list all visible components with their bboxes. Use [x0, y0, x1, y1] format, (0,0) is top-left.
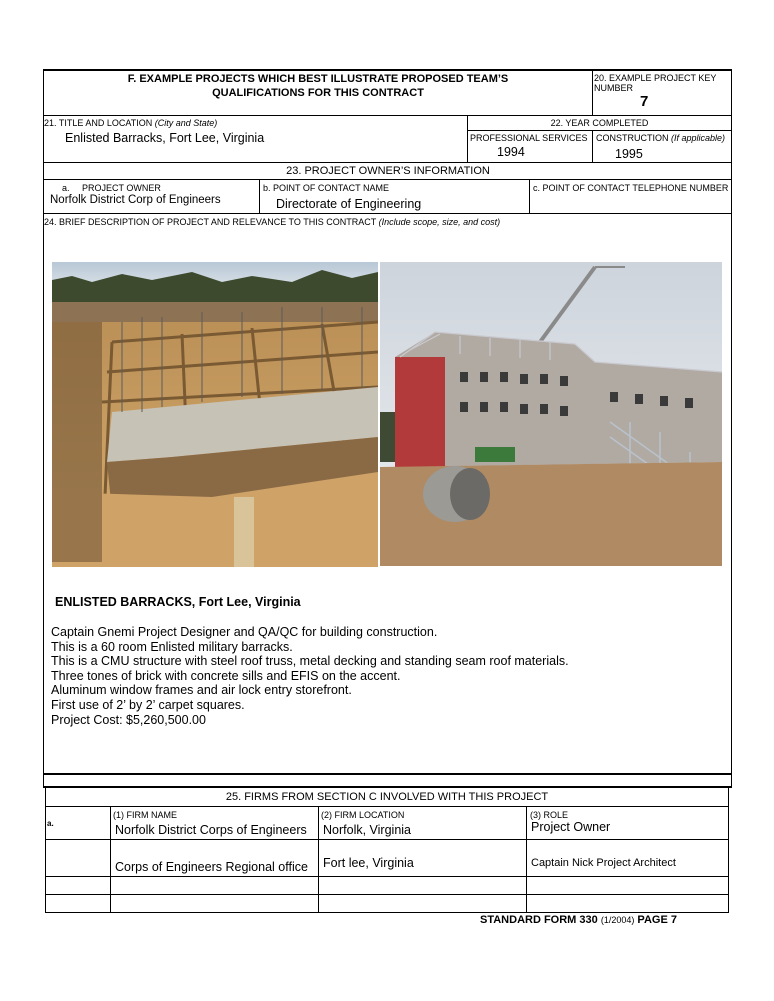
- project-key-number: 7: [640, 93, 649, 110]
- construction-label: CONSTRUCTION (If applicable): [596, 133, 726, 143]
- barracks-building-photo: [380, 262, 722, 566]
- s25-row-b-bottom: [45, 876, 729, 877]
- s23-divider2: [529, 179, 530, 214]
- construction-year: 1995: [615, 147, 643, 161]
- frame-top: [43, 69, 732, 71]
- s23-divider1: [259, 179, 260, 214]
- form-title-line2: QUALIFICATIONS FOR THIS CONTRACT: [212, 87, 424, 99]
- title-location-value: Enlisted Barracks, Fort Lee, Virginia: [65, 131, 265, 145]
- description-line: Captain Gnemi Project Designer and QA/QC for building construction.: [51, 625, 438, 639]
- project-description: [51, 625, 721, 727]
- professional-services-label: PROFESSIONAL SERVICES: [470, 133, 588, 143]
- s25-col-divider3: [526, 806, 527, 913]
- firm-name: Norfolk District Corps of Engineers: [115, 823, 307, 837]
- poc-name-value: Directorate of Engineering: [276, 197, 422, 211]
- s25-header-bottom: [45, 806, 729, 807]
- project-key-label: [594, 73, 731, 93]
- s25-row-c-bottom: [45, 894, 729, 895]
- header-divider: [592, 69, 593, 116]
- frame-bottom-line1: [43, 773, 732, 775]
- professional-services-year: 1994: [497, 145, 525, 159]
- header-bottom: [43, 115, 732, 116]
- firm-name: Corps of Engineers Regional office: [115, 860, 308, 874]
- description-line: This is a CMU structure with steel roof truss, metal decking and standing seam roof materials.: [51, 654, 569, 669]
- frame-bottom-line2: [43, 786, 732, 788]
- s23-bottom: [43, 213, 732, 214]
- description-line: This is a 60 room Enlisted military barracks.: [51, 639, 293, 654]
- firm-name-column-header: (1) FIRM NAME: [113, 810, 177, 820]
- form-title-line1: F. EXAMPLE PROJECTS WHICH BEST ILLUSTRATE PROPOSED TEAM’S: [127, 73, 509, 85]
- s22-mid-divider: [592, 130, 593, 163]
- form-footer: [430, 914, 730, 926]
- project-owner-value: Norfolk District Corp of Engineers: [50, 194, 221, 206]
- page-number: PAGE 7: [637, 914, 677, 926]
- form-title: [44, 72, 592, 100]
- description-line: Three tones of brick with concrete sills and EFIS on the accent.: [51, 668, 401, 683]
- year-completed-label: 22. YEAR COMPLETED: [550, 118, 649, 128]
- description-line: Aluminum window frames and air lock entry storefront.: [51, 683, 352, 698]
- role-column-header: (3) ROLE: [530, 810, 569, 820]
- poc-name-label: b. POINT OF CONTACT NAME: [263, 183, 390, 193]
- s22-sub-top: [467, 130, 732, 131]
- s25-col-divider1: [110, 806, 111, 913]
- project-key-label-line1: 20. EXAMPLE PROJECT KEY: [594, 73, 717, 83]
- s23-header-bottom: [43, 179, 732, 180]
- firm-role: Captain Nick Project Architect: [531, 857, 676, 869]
- title-location-label: 21. TITLE AND LOCATION (City and State): [44, 118, 218, 128]
- firms-section-label: 25. FIRMS FROM SECTION C INVOLVED WITH THIS PROJECT: [225, 791, 549, 803]
- project-key-label-line2: NUMBER: [594, 83, 634, 93]
- s25-row-a-bottom: [45, 839, 729, 840]
- project-owner-label: a. PROJECT OWNER: [62, 183, 161, 193]
- s22-bottom: [43, 162, 732, 163]
- s25-bottom: [45, 912, 729, 913]
- project-cost: Project Cost: $5,260,500.00: [51, 712, 206, 727]
- firm-location-column-header: (2) FIRM LOCATION: [321, 810, 405, 820]
- description-label: 24. BRIEF DESCRIPTION OF PROJECT AND RELEVANCE TO THIS CONTRACT (Include scope, size, and cost): [44, 217, 501, 227]
- s25-col-divider2: [318, 806, 319, 913]
- row-a-marker: a.: [47, 819, 54, 828]
- foundation-construction-photo: [52, 262, 378, 567]
- firm-location: Norfolk, Virginia: [323, 823, 412, 837]
- form-number: STANDARD FORM 330: [480, 914, 598, 926]
- project-owner-info-label: 23. PROJECT OWNER’S INFORMATION: [286, 165, 490, 177]
- form-revision: (1/2004): [600, 915, 635, 925]
- firm-role: Project Owner: [531, 820, 611, 834]
- firm-location: Fort lee, Virginia: [323, 856, 414, 870]
- description-line: First use of 2’ by 2’ carpet squares.: [51, 697, 245, 712]
- poc-phone-label: c. POINT OF CONTACT TELEPHONE NUMBER: [533, 183, 729, 193]
- project-heading: ENLISTED BARRACKS, Fort Lee, Virginia: [55, 595, 301, 609]
